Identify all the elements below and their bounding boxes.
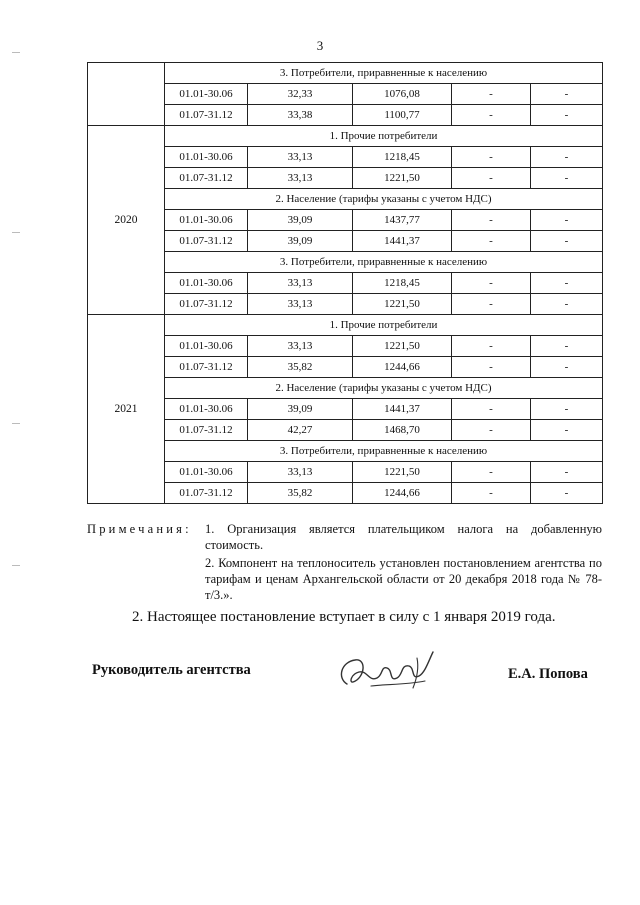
table-row [88,462,603,483]
tariff-cell: - [452,210,531,231]
consumer-group-header: 1. Прочие потребители [165,126,603,147]
table-row [88,273,603,294]
tariff-cell: - [452,273,531,294]
tariff-cell: 1437,77 [353,210,452,231]
period-cell: 01.01-30.06 [165,336,248,357]
tariff-cell: 1221,50 [353,294,452,315]
period-cell: 01.01-30.06 [165,399,248,420]
table-row [88,63,603,84]
tariff-cell: 33,13 [248,336,353,357]
consumer-group-header: 2. Население (тарифы указаны с учетом НДС) [165,378,603,399]
tariff-cell: - [452,483,531,504]
table-row [88,105,603,126]
table-row [88,483,603,504]
year-cell-continued [88,63,165,126]
tariff-cell: 1221,50 [353,336,452,357]
tariff-cell: 39,09 [248,231,353,252]
period-cell: 01.01-30.06 [165,462,248,483]
tariff-cell: 33,13 [248,273,353,294]
tariff-cell: - [452,105,531,126]
tariff-cell: 32,33 [248,84,353,105]
consumer-group-header: 3. Потребители, приравненные к населению [165,252,603,273]
table-row [88,357,603,378]
table-row [88,441,603,462]
tariff-cell: 35,82 [248,483,353,504]
page-number: 3 [316,38,324,53]
table-row [88,252,603,273]
tariff-cell: 1441,37 [353,399,452,420]
tariff-cell: - [531,462,603,483]
notes-label: Примечания: [87,522,192,536]
table-row [88,210,603,231]
tariff-cell: 1218,45 [353,147,452,168]
tariff-cell: 1221,50 [353,462,452,483]
margin-mark [12,52,20,53]
period-cell: 01.01-30.06 [165,84,248,105]
tariff-cell: - [452,84,531,105]
table-row [88,294,603,315]
tariff-cell: - [531,168,603,189]
year-cell: 2020 [88,126,165,315]
period-cell: 01.07-31.12 [165,105,248,126]
period-cell: 01.07-31.12 [165,420,248,441]
table-row [88,420,603,441]
tariff-cell: - [531,420,603,441]
tariff-cell: - [452,168,531,189]
consumer-group-header: 3. Потребители, приравненные к населению [165,441,603,462]
handwritten-signature [333,648,443,696]
tariff-cell: 1221,50 [353,168,452,189]
note-item: 1. Организация является плательщиком налога на добавленную стоимость. [205,522,602,552]
tariff-cell: - [531,336,603,357]
consumer-group-header: 3. Потребители, приравненные к населению [165,63,603,84]
tariff-cell: 33,13 [248,462,353,483]
table-row [88,147,603,168]
signer-title: Руководитель агентства [92,662,251,678]
tariff-cell: 1468,70 [353,420,452,441]
tariff-cell: 1218,45 [353,273,452,294]
period-cell: 01.07-31.12 [165,483,248,504]
tariff-cell: 33,13 [248,294,353,315]
tariff-cell: - [531,294,603,315]
period-cell: 01.07-31.12 [165,231,248,252]
period-cell: 01.07-31.12 [165,294,248,315]
period-cell: 01.07-31.12 [165,168,248,189]
year-cell: 2021 [88,315,165,504]
tariff-cell: - [452,399,531,420]
table-row [88,399,603,420]
notes-body [205,521,602,605]
tariff-cell: 35,82 [248,357,353,378]
signer-name: Е.А. Попова [508,666,588,682]
tariff-cell: 39,09 [248,210,353,231]
table-row [88,189,603,210]
tariff-cell: - [452,231,531,252]
table-row [88,126,603,147]
tariff-cell: 1441,37 [353,231,452,252]
table-row [88,315,603,336]
tariff-cell: - [452,147,531,168]
table-row [88,336,603,357]
margin-mark [12,565,20,566]
tariff-cell: 1244,66 [353,483,452,504]
tariff-cell: - [452,357,531,378]
consumer-group-header: 2. Население (тарифы указаны с учетом НДС) [165,189,603,210]
tariff-cell: - [531,399,603,420]
tariff-cell: - [452,294,531,315]
period-cell: 01.01-30.06 [165,147,248,168]
tariff-cell: 33,38 [248,105,353,126]
tariff-cell: 1244,66 [353,357,452,378]
tariff-cell: - [531,147,603,168]
tariff-cell: 33,13 [248,168,353,189]
tariff-cell: 42,27 [248,420,353,441]
tariff-cell: - [531,273,603,294]
table-row [88,168,603,189]
tariff-cell: - [531,210,603,231]
tariff-cell: 1100,77 [353,105,452,126]
tariff-cell: 39,09 [248,399,353,420]
tariff-cell: - [452,420,531,441]
tariff-cell: - [531,231,603,252]
effective-clause: 2. Настоящее постановление вступает в силу с 1 января 2019 года. [132,609,556,625]
tariff-cell: 33,13 [248,147,353,168]
tariff-cell: - [452,462,531,483]
tariff-cell: - [531,483,603,504]
period-cell: 01.01-30.06 [165,273,248,294]
tariff-cell: - [531,105,603,126]
table-row [88,84,603,105]
tariff-cell: - [531,84,603,105]
tariff-cell: - [531,357,603,378]
consumer-group-header: 1. Прочие потребители [165,315,603,336]
tariff-cell: 1076,08 [353,84,452,105]
period-cell: 01.01-30.06 [165,210,248,231]
table-row [88,378,603,399]
period-cell: 01.07-31.12 [165,357,248,378]
tariff-table [87,62,603,504]
margin-mark [12,232,20,233]
tariff-cell: - [452,336,531,357]
table-row [88,231,603,252]
note-item: 2. Компонент на теплоноситель установлен постановлением агентства по тарифам и ценам Архангельской области от 20 декабря 2018 года № 78-т/3.». [205,556,602,602]
margin-mark [12,423,20,424]
